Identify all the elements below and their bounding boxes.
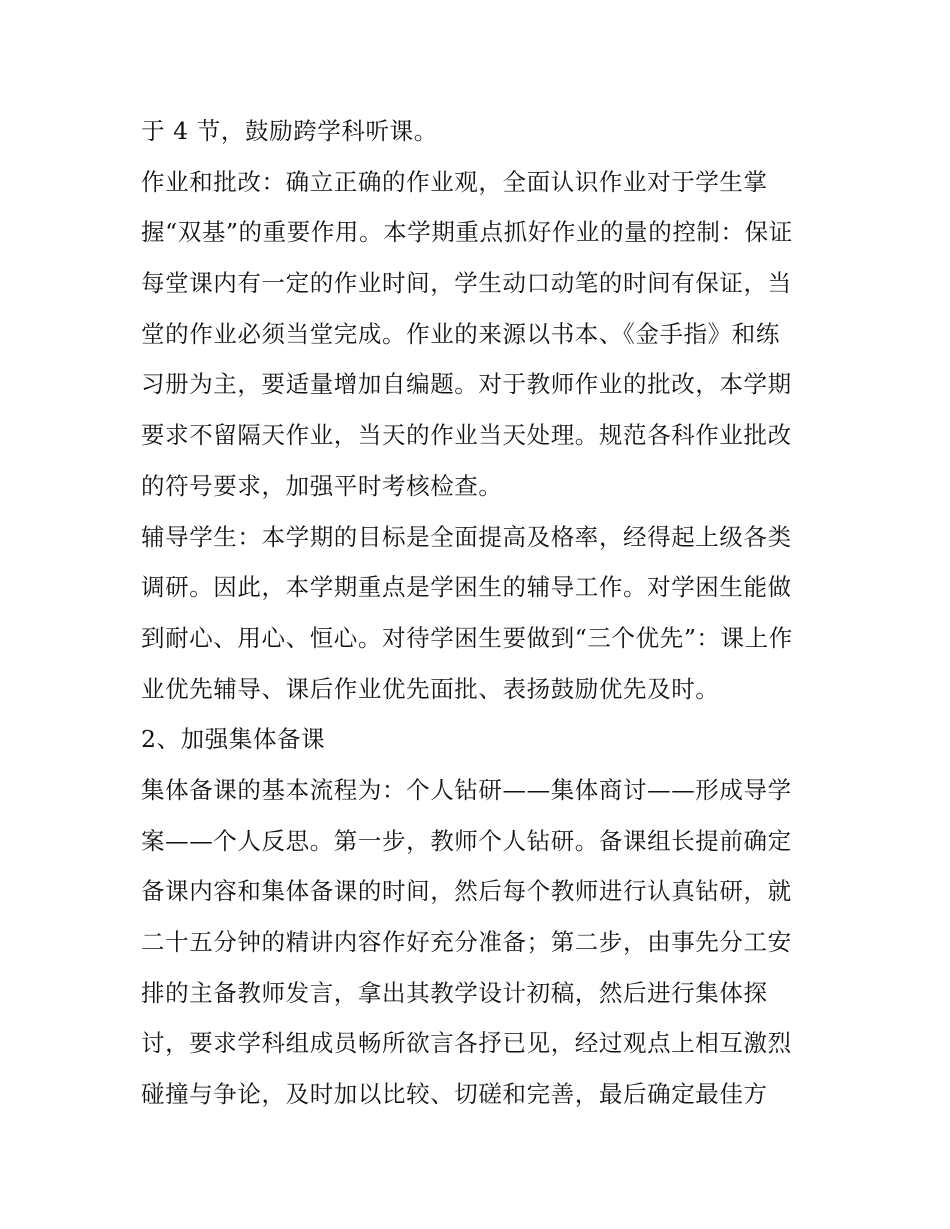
text-line: 碰撞与争论，及时加以比较、切磋和完善，最后确定最佳方 bbox=[141, 1080, 768, 1109]
text-line: 堂的作业必须当堂完成。作业的来源以书本、《金手指》和练 bbox=[141, 319, 780, 348]
text-line: 业优先辅导、课后作业优先面批、表扬鼓励优先及时。 bbox=[141, 674, 720, 703]
text-line: 二十五分钟的精讲内容作好充分准备；第二步，由事先分工安 bbox=[141, 928, 792, 956]
text-line: 要求不留隔天作业，当天的作业当天处理。规范各科作业批改 bbox=[141, 421, 792, 450]
text-line: 习册为主，要适量增加自编题。对于教师作业的批改，本学期 bbox=[141, 370, 792, 399]
text-line: 案——个人反思。第一步，教师个人钻研。备课组长提前确定 bbox=[141, 826, 792, 855]
text-line: 每堂课内有一定的作业时间，学生动口动笔的时间有保证，当 bbox=[141, 269, 792, 298]
document-body bbox=[141, 106, 816, 1120]
text-line: 于 4 节，鼓励跨学科听课。 bbox=[141, 117, 438, 145]
text-line: 备课内容和集体备课的时间，然后每个教师进行认真钻研，就 bbox=[141, 877, 792, 906]
text-line: 集体备课的基本流程为：个人钻研——集体商讨——形成导学 bbox=[141, 775, 792, 804]
text-line: 讨，要求学科组成员畅所欲言各抒已见，经过观点上相互激烈 bbox=[141, 1029, 792, 1058]
text-line: 辅导学生：本学期的目标是全面提高及格率，经得起上级各类 bbox=[141, 522, 792, 551]
text-line: 调研。因此，本学期重点是学困生的辅导工作。对学困生能做 bbox=[141, 573, 792, 602]
text-line: 作业和批改：确立正确的作业观，全面认识作业对于学生掌 bbox=[141, 167, 768, 196]
text-line: 排的主备教师发言，拿出其教学设计初稿，然后进行集体探 bbox=[141, 978, 768, 1007]
section-heading: 2、加强集体备课 bbox=[141, 725, 326, 754]
text-line: 握“双基”的重要作用。本学期重点抓好作业的量的控制：保证 bbox=[141, 218, 793, 247]
text-line: 的符号要求，加强平时考核检查。 bbox=[141, 471, 503, 500]
text-line: 到耐心、用心、恒心。对待学困生要做到“三个优先”：课上作 bbox=[141, 623, 793, 652]
